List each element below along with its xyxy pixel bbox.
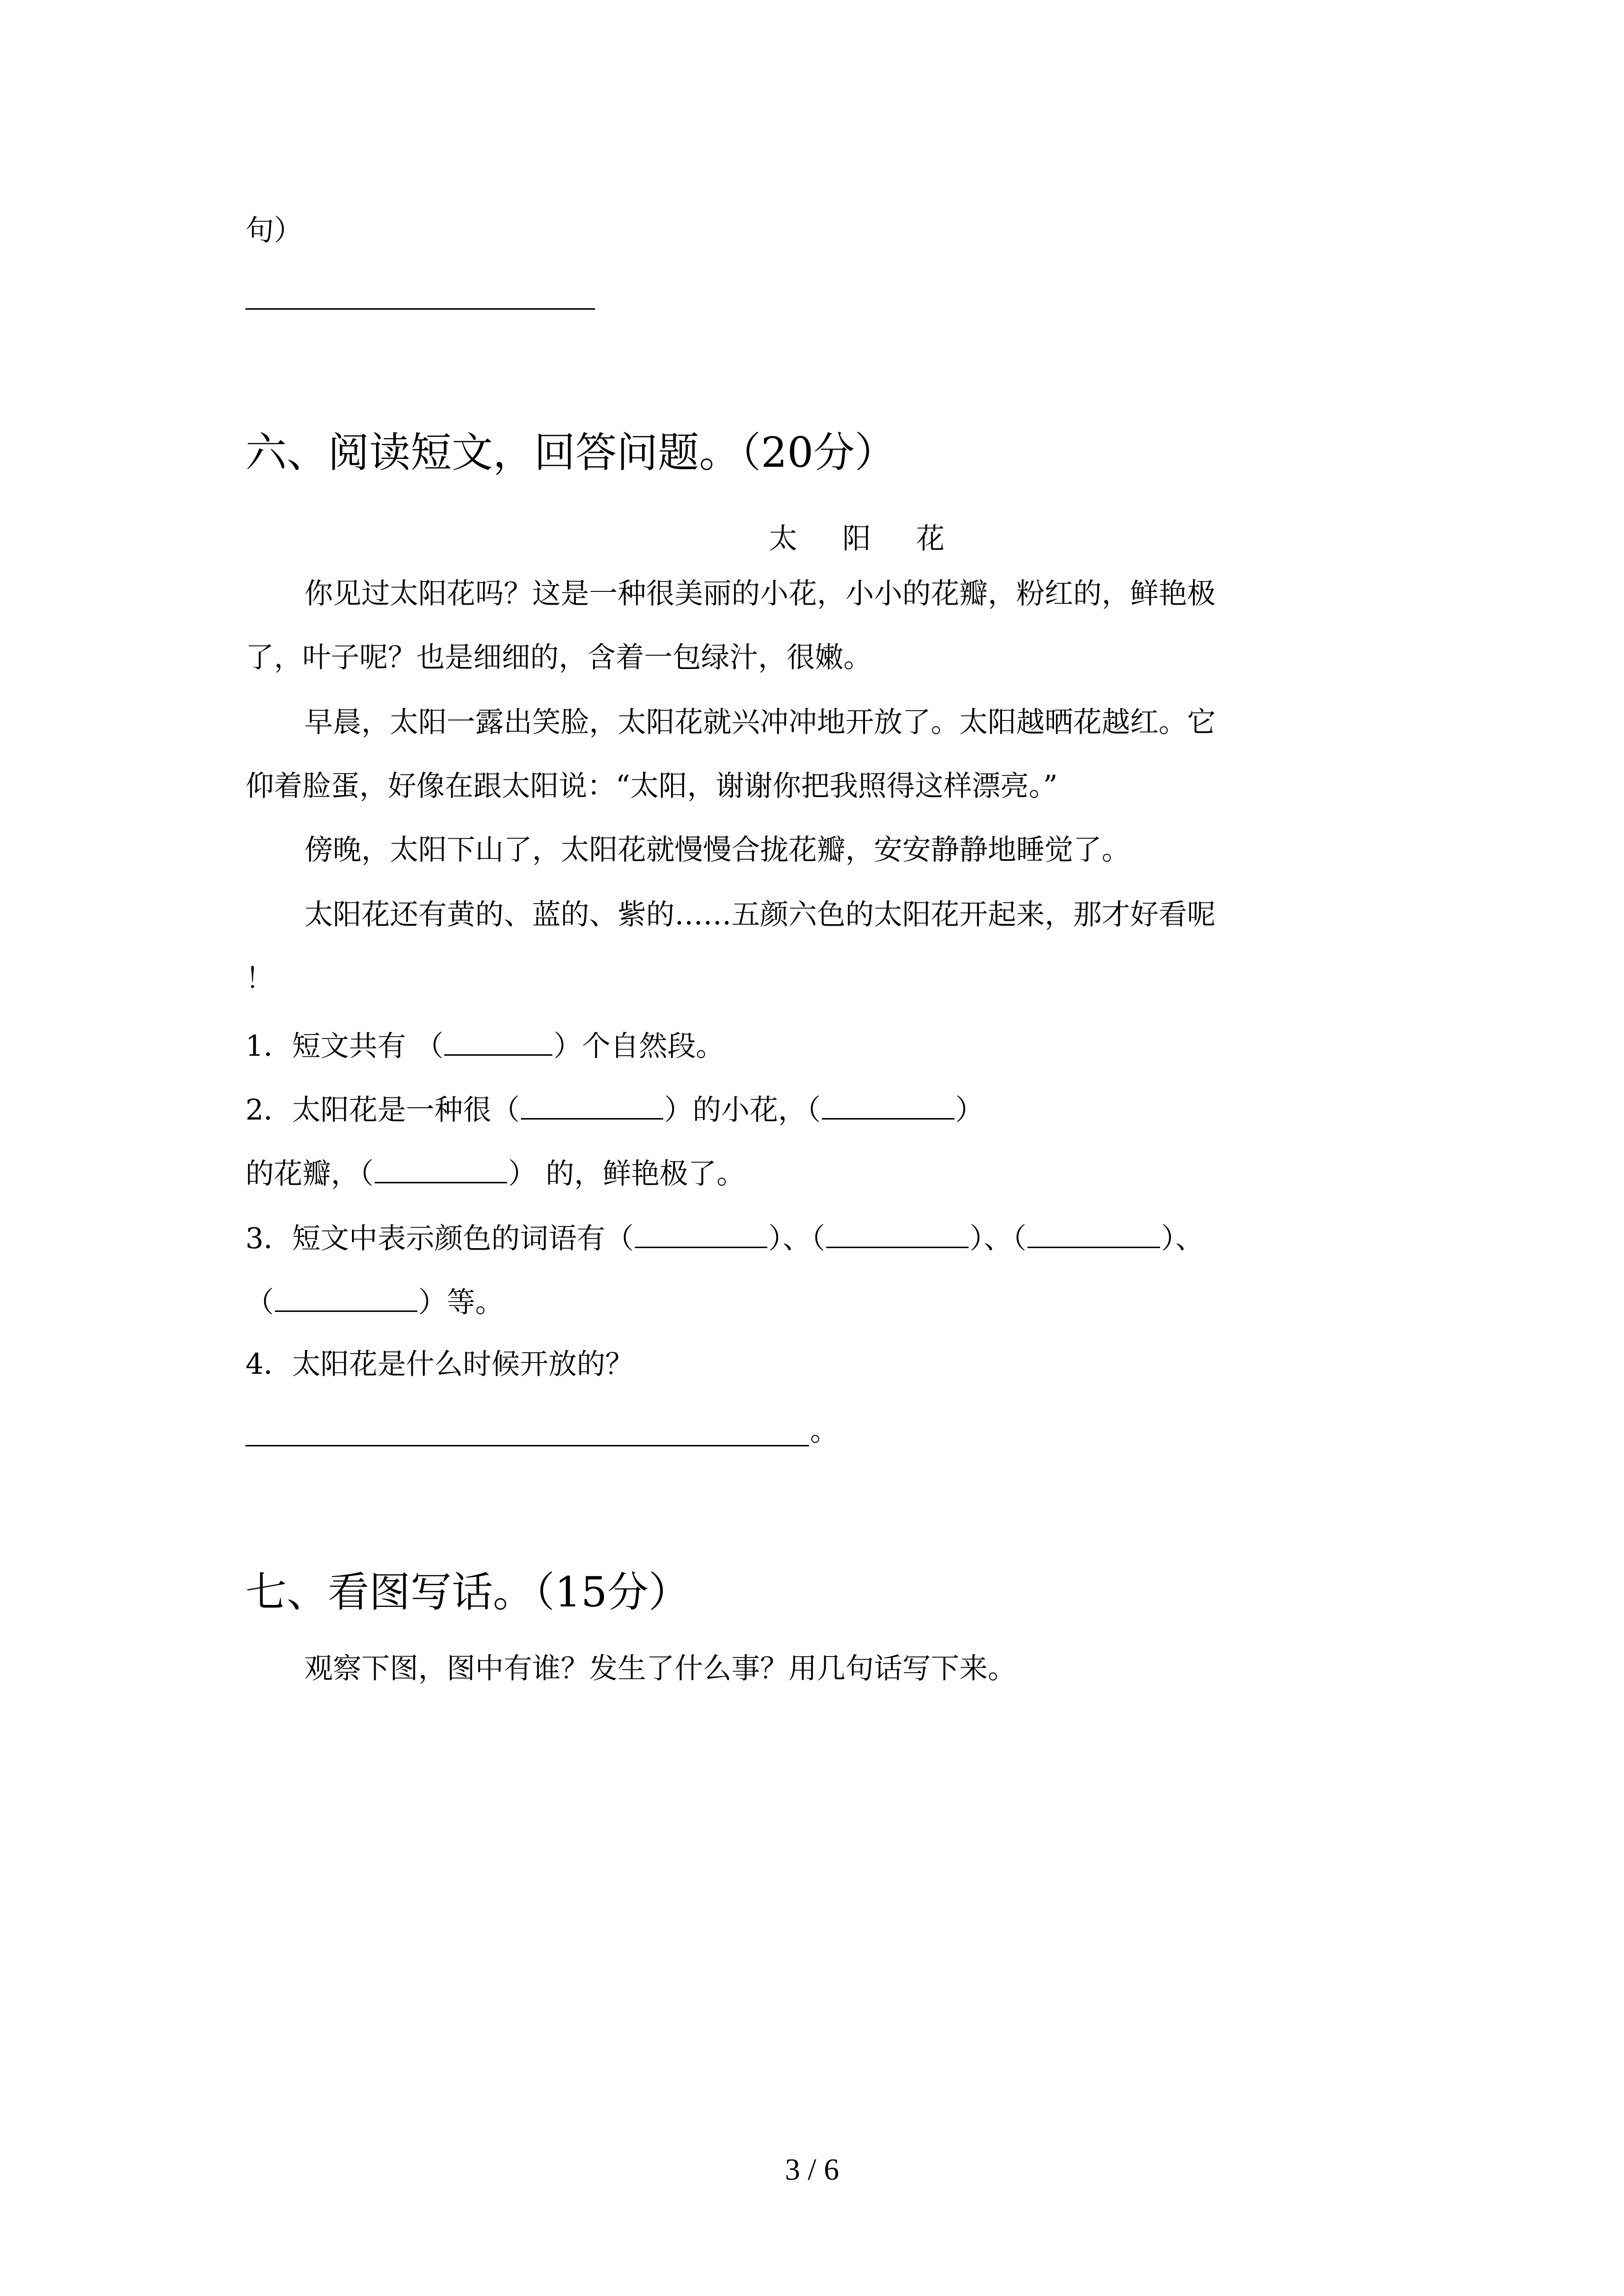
answer-line[interactable] bbox=[245, 308, 595, 310]
answer-blank[interactable] bbox=[521, 1093, 663, 1120]
answer-blank[interactable] bbox=[375, 1156, 507, 1183]
question-2: 2．太阳花是一种很（ ）的小花，（ ） bbox=[245, 1093, 984, 1126]
answer-line[interactable] bbox=[245, 1445, 809, 1446]
story-title-char: 太 bbox=[769, 522, 798, 555]
section-7-heading: 七、看图写话。（15分） bbox=[245, 1568, 690, 1616]
question-1: 1．短文共有 （ ）个自然段。 bbox=[245, 1029, 725, 1063]
paragraph-4-line-1: 太阳花还有黄的、蓝的、紫的……五颜六色的太阳花开起来，那才好看呢 bbox=[304, 898, 1216, 931]
answer-blank[interactable] bbox=[635, 1221, 767, 1248]
paragraph-3-line-1: 傍晚，太阳下山了，太阳花就慢慢合拢花瓣，安安静静地睡觉了。 bbox=[304, 833, 1131, 866]
answer-blank[interactable] bbox=[822, 1093, 954, 1120]
paragraph-4-line-2: ！ bbox=[245, 961, 274, 995]
story-title-char: 阳 bbox=[842, 522, 871, 555]
question-3-cont: （ ）等。 bbox=[245, 1285, 504, 1319]
answer-blank[interactable] bbox=[826, 1221, 969, 1248]
story-title bbox=[769, 515, 945, 557]
period: 。 bbox=[810, 1414, 839, 1447]
answer-blank[interactable] bbox=[1028, 1221, 1160, 1248]
section-6-heading: 六、阅读短文，回答问题。（20分） bbox=[245, 428, 896, 477]
story-title-char: 花 bbox=[916, 522, 945, 555]
paragraph-2-line-1: 早晨，太阳一露出笑脸，太阳花就兴冲冲地开放了。太阳越晒花越红。它 bbox=[304, 705, 1216, 739]
paragraph-2-line-2: 仰着脸蛋，好像在跟太阳说：“太阳，谢谢你把我照得这样漂亮。” bbox=[245, 769, 1058, 802]
paragraph-1-line-1: 你见过太阳花吗？这是一种很美丽的小花，小小的花瓣，粉红的，鲜艳极 bbox=[304, 577, 1216, 610]
section-7-prompt: 观察下图，图中有谁？发生了什么事？用几句话写下来。 bbox=[304, 1652, 1017, 1685]
answer-blank[interactable] bbox=[444, 1029, 552, 1056]
question-3: 3．短文中表示颜色的词语有（ ）、（ ）、（ ）、 bbox=[245, 1222, 1204, 1255]
continued-text: 句） bbox=[245, 214, 303, 247]
paragraph-1-line-2: 了，叶子呢？也是细细的，含着一包绿汁，很嫩。 bbox=[245, 641, 872, 674]
question-4: 4．太阳花是什么时候开放的？ bbox=[245, 1347, 634, 1381]
answer-blank[interactable] bbox=[275, 1285, 417, 1312]
page-number: 3 / 6 bbox=[785, 2153, 839, 2187]
question-2-cont: 的花瓣，（ ） 的，鲜艳极了。 bbox=[245, 1157, 745, 1190]
